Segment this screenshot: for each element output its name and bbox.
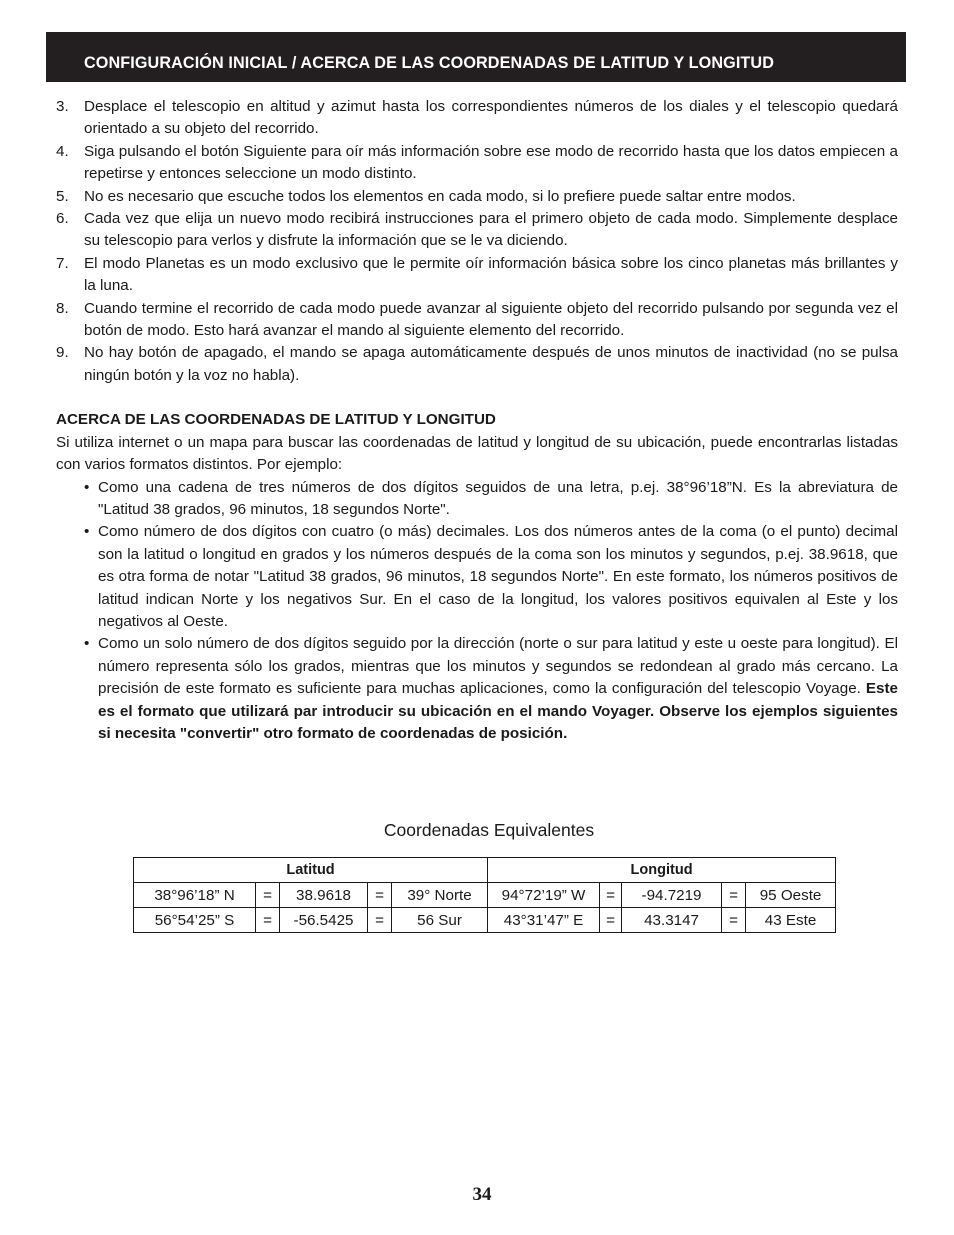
- step-text: Cada vez que elija un nuevo modo recibirá instrucciones para el primero objeto de cada modo. Simplemente desplace su telescopio para verlos y disfrute la información que se le va diciendo.: [84, 210, 898, 250]
- step-text: El modo Planetas es un modo exclusivo que le permite oír información básica sobre los cinco planetas más brillantes y la luna.: [84, 254, 898, 295]
- list-item: [84, 521, 898, 633]
- table-cell: 56 Sur: [392, 908, 488, 933]
- step-number: 3.: [56, 98, 69, 115]
- page-content: [56, 96, 898, 745]
- step-number: 4.: [56, 142, 69, 160]
- step-text: Cuando termine el recorrido de cada modo puede avanzar al siguiente objeto del recorrido pulsando por segunda vez el botón de modo. Esto hará avanzar el mando al siguiente elemento del recorrido.: [84, 299, 898, 340]
- bullet-text: Como número de dos dígitos con cuatro (o más) decimales. Los dos números antes de la coma (o el punto) decimal son la latitud o longitud en grados y los números después de la coma son los minutos y segundos, p.ej. 38.9618, que es otra forma de notar "Latitud 38 grados, 96 minutos, 18 segundos Norte". En este formato, los números positivos de latitud indican Norte y los negativos Sur. En el caso de la longitud, los valores positivos equivalen al Este y los negativos al Oeste.: [98, 523, 898, 630]
- table-cell: =: [368, 908, 392, 933]
- table-cell: =: [722, 883, 746, 908]
- latitude-header: Latitud: [134, 858, 488, 883]
- table-cell: =: [256, 883, 280, 908]
- list-item: [56, 96, 898, 141]
- format-bullet-list: [56, 477, 898, 746]
- list-item: [56, 186, 898, 208]
- table-cell: 43 Este: [746, 908, 836, 933]
- steps-list: [56, 96, 898, 387]
- step-text: Desplace el telescopio en altitud y azimut hasta los correspondientes números de los diales y el telescopio quedará orientado a su objeto del recorrido.: [84, 98, 898, 138]
- list-item: [56, 342, 898, 387]
- table-row: [134, 908, 836, 933]
- coordinates-intro-paragraph: Si utiliza internet o un mapa para buscar las coordenadas de latitud y longitud de su ubicación, puede encontrarlas listadas con varios formatos distintos. Por ejemplo:: [56, 433, 898, 474]
- list-item: [56, 208, 898, 253]
- list-item: [56, 141, 898, 186]
- bullet-dot: •: [84, 478, 90, 496]
- bullet-text: Como una cadena de tres números de dos dígitos seguidos de una letra, p.ej. 38°96’18”N. Es la abreviatura de "Latitud 38 grados, 96 minutos, 18 segundos Norte".: [98, 478, 898, 518]
- list-item: [56, 298, 898, 343]
- list-item: [84, 633, 898, 745]
- list-item: [84, 477, 898, 522]
- bullet-text: Como un solo número de dos dígitos seguido por la dirección (norte o sur para latitud y este u oeste para longitud). El número representa sólo los grados, mientras que los minutos y segundos se redondean al grado más cercano. La precisión de este formato es suficiente para muchas aplicaciones, como la configuración del telescopio Voyage.: [98, 635, 898, 698]
- table-cell: 38.9618: [280, 883, 368, 908]
- table-title: Coordenadas Equivalentes: [383, 820, 595, 840]
- table-cell: -56.5425: [280, 908, 368, 933]
- step-number: 9.: [56, 344, 69, 362]
- table-cell: =: [256, 908, 280, 933]
- table-cell: =: [368, 883, 392, 908]
- section-header-title: CONFIGURACIÓN INICIAL / ACERCA DE LAS COORDENADAS DE LATITUD Y LONGITUD: [84, 54, 774, 72]
- table-cell: =: [722, 908, 746, 933]
- section-header-bar: [46, 32, 906, 82]
- bullet-dot: •: [84, 635, 90, 653]
- longitude-header: Longitud: [488, 858, 836, 883]
- table-cell: 38°96’18” N: [134, 883, 256, 908]
- step-number: 8.: [56, 299, 69, 317]
- equivalent-coordinates-table: [133, 857, 836, 933]
- table-cell: =: [600, 883, 622, 908]
- table-cell: =: [600, 908, 622, 933]
- table-cell: 95 Oeste: [746, 883, 836, 908]
- table-row: [134, 883, 836, 908]
- table-cell: 39° Norte: [392, 883, 488, 908]
- coordinates-section-heading: ACERCA DE LAS COORDENADAS DE LATITUD Y LONGITUD: [56, 411, 496, 429]
- bullet-dot: •: [84, 523, 90, 541]
- table-cell: 43°31’47” E: [488, 908, 600, 933]
- step-number: 5.: [56, 187, 69, 205]
- step-text: No es necesario que escuche todos los elementos en cada modo, si lo prefiere puede saltar entre modos.: [84, 187, 796, 205]
- bullet-emphasis-text: Este es el formato que utilizará par introducir su ubicación en el mando Voyager. Observe los ejemplos siguientes si necesita "convertir" otro formato de coordenadas de posición.: [98, 680, 898, 742]
- list-item: [56, 253, 898, 298]
- table-header-row: [134, 858, 836, 883]
- page-number: 34: [472, 1184, 492, 1205]
- table-cell: 43.3147: [622, 908, 722, 933]
- step-text: No hay botón de apagado, el mando se apaga automáticamente después de unos minutos de inactividad (no se pulsa ningún botón y la voz no habla).: [84, 344, 898, 384]
- table-cell: -94.7219: [622, 883, 722, 908]
- table-cell: 56°54’25” S: [134, 908, 256, 933]
- table-cell: 94°72’19” W: [488, 883, 600, 908]
- step-text: Siga pulsando el botón Siguiente para oír más información sobre ese modo de recorrido hasta que los datos empiecen a repetirse y entonces seleccione un modo distinto.: [84, 142, 898, 183]
- step-number: 6.: [56, 210, 69, 228]
- step-number: 7.: [56, 254, 69, 272]
